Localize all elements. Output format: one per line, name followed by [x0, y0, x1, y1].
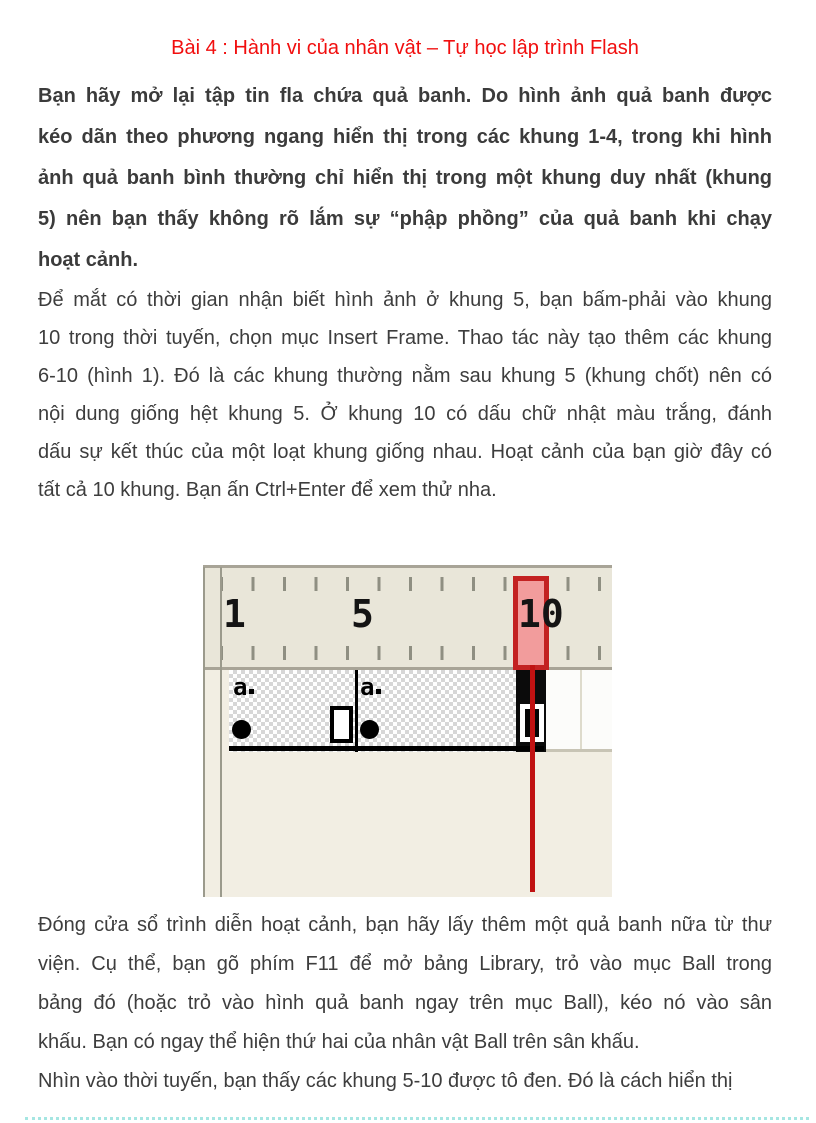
playhead-line — [530, 665, 535, 892]
playhead-marker — [513, 576, 564, 670]
text-line: bảng đó (hoặc trỏ vào hình quả banh ngay trên mục Ball), kéo nó vào sân — [38, 992, 772, 1014]
text-line: hoạt cảnh. — [38, 249, 139, 271]
ruler-number-10: 10 — [518, 592, 564, 636]
timeline-frames-row — [203, 670, 612, 752]
action-marker-frame-1: a — [233, 674, 254, 700]
text-line: Để mắt có thời gian nhận biết hình ảnh ở khung 5, bạn bấm-phải vào khung — [38, 289, 772, 311]
figure-timeline-screenshot — [203, 565, 612, 897]
text-line: kéo dãn theo phương ngang hiển thị trong các khung 1-4, trong khi hình — [38, 126, 772, 148]
paragraph-frames-selected — [38, 1062, 772, 1101]
text-line: dấu sự kết thúc của một loạt khung giống nhau. Hoạt cảnh của bạn giờ đây có — [38, 441, 772, 463]
ruler-ticks-bottom — [220, 646, 610, 660]
action-marker-frame-5: a — [360, 674, 381, 700]
ruler-number-1: 1 — [223, 592, 246, 636]
text-line: Bạn hãy mở lại tập tin fla chứa quả banh. Do hình ảnh quả banh được — [38, 85, 772, 107]
keyframe-dot-frame-5 — [360, 720, 379, 739]
frames-bottom-line — [229, 746, 544, 751]
text-line: ảnh quả banh bình thường chỉ hiển thị trong một khung duy nhất (khung — [38, 167, 772, 189]
text-line: 6-10 (hình 1). Đó là các khung thường nằm sau khung 5 (khung chốt) nên có — [38, 365, 772, 387]
ruler-number-5: 5 — [351, 592, 374, 636]
page-title: Bài 4 : Hành vi của nhân vật – Tự học lập trình Flash — [171, 37, 639, 59]
timeline-left-border — [203, 567, 205, 897]
text-line: tất cả 10 khung. Bạn ấn Ctrl+Enter để xem thử nha. — [38, 479, 497, 501]
ruler-ticks-top — [220, 577, 610, 591]
text-line: Đóng cửa sổ trình diễn hoạt cảnh, bạn hãy lấy thêm một quả banh nữa từ thư — [38, 914, 772, 936]
timeline-gutter-border — [220, 567, 222, 897]
text-line: viện. Cụ thể, bạn gõ phím F11 để mở bảng Library, trỏ vào mục Ball trong — [38, 953, 772, 975]
end-span-rectangle-frame-4 — [330, 706, 353, 743]
text-line: Nhìn vào thời tuyến, bạn thấy các khung 5-10 được tô đen. Đó là cách hiển thị — [38, 1070, 733, 1092]
text-line: khấu. Bạn có ngay thể hiện thứ hai của nhân vật Ball trên sân khấu. — [38, 1031, 640, 1053]
paragraph-library-ball — [38, 906, 772, 1062]
text-line: 10 trong thời tuyến, chọn mục Insert Frame. Thao tác này tạo thêm các khung — [38, 327, 772, 349]
frame-cell-gridline — [580, 670, 582, 749]
frame-span-divider — [355, 670, 358, 752]
keyframe-dot-frame-1 — [232, 720, 251, 739]
text-line: 5) nên bạn thấy không rõ lắm sự “phập phồng” của quả banh khi chạy — [38, 208, 772, 230]
paragraph-insert-frame — [38, 281, 772, 509]
page-bottom-dotted-separator — [25, 1117, 809, 1120]
empty-frame-cells — [546, 670, 612, 752]
timeline-ruler — [203, 565, 612, 670]
paragraph-intro-bold — [38, 76, 772, 281]
text-line: nội dung giống hệt khung 5. Ở khung 10 có dấu chữ nhật màu trắng, đánh — [38, 403, 772, 425]
